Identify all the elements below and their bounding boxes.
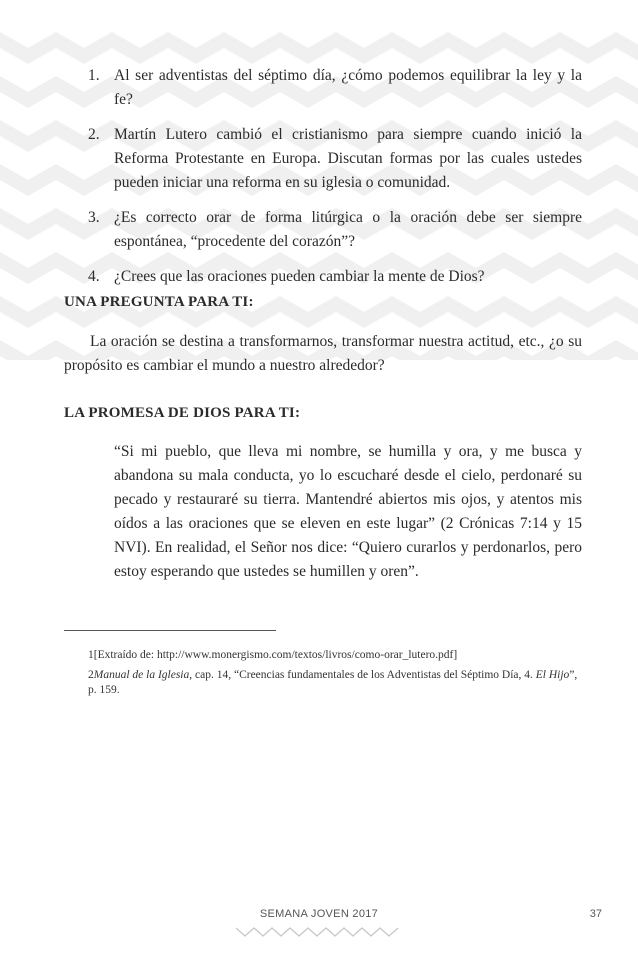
footnote-number: 1 [88,649,94,661]
footnote-number: 2 [88,669,94,681]
section-paragraph-question: La oración se destina a transformarnos, transformar nuestra actitud, etc., ¿o su propósito es cambiar el mundo a nuestro alrededor? [64,333,582,374]
question-number: 1. [88,67,100,84]
footnote-text-end: ”, p. 159. [88,669,578,696]
footnote-text: [Extraído de: http://www.monergismo.com/textos/livros/como-orar_lutero.pdf] [93,649,458,661]
section-heading-question: UNA PREGUNTA PARA TI: [64,294,254,310]
promise-quote: “Si mi pueblo, que lleva mi nombre, se humilla y ora, y me busca y abandona su mala conducta, yo lo escucharé desde el cielo, perdonaré su pecado y restauraré su tierra. Mantendré abiertos mis ojos, y atentos mis oídos a las oraciones que se eleven en este lugar” (2 Crónicas 7:14 y 15 NVI). En realidad, el Señor nos dice: “Quiero curarlos y perdonarlos, pero estoy esperando que ustedes se humillen y oren”. [114,443,582,580]
question-text: Al ser adventistas del séptimo día, ¿cómo podemos equilibrar la ley y la fe? [114,67,582,108]
section-heading-promise: LA PROMESA DE DIOS PARA TI: [64,405,301,421]
discussion-questions [88,64,582,300]
footnote-book-title: Manual de la Iglesia [93,669,190,681]
list-item [88,265,582,289]
footer-zigzag-ornament [236,926,402,938]
question-text: ¿Crees que las oraciones pueden cambiar la mente de Dios? [114,268,485,285]
footnote-text: , cap. 14, “Creencias fundamentales de los Adventistas del Séptimo Día, 4. [189,669,536,681]
list-item [88,64,582,112]
footnote-1 [88,648,582,663]
page-number: 37 [589,908,602,920]
footer-publication-label: SEMANA JOVEN 2017 [259,908,379,920]
footnote-chapter-title: El Hijo [535,669,570,681]
question-number: 2. [88,126,100,143]
question-number: 4. [88,268,100,285]
question-number: 3. [88,209,100,226]
list-item [88,123,582,195]
footnote-divider [64,630,276,631]
list-item [88,206,582,254]
question-text: ¿Es correcto orar de forma litúrgica o la oración debe ser siempre espontánea, “procedente del corazón”? [114,209,582,250]
question-text: Martín Lutero cambió el cristianismo para siempre cuando inició la Reforma Protestante en Europa. Discutan formas por las cuales ustedes pueden iniciar una reforma en su iglesia o comunidad. [114,126,582,191]
footnote-2 [88,668,582,698]
